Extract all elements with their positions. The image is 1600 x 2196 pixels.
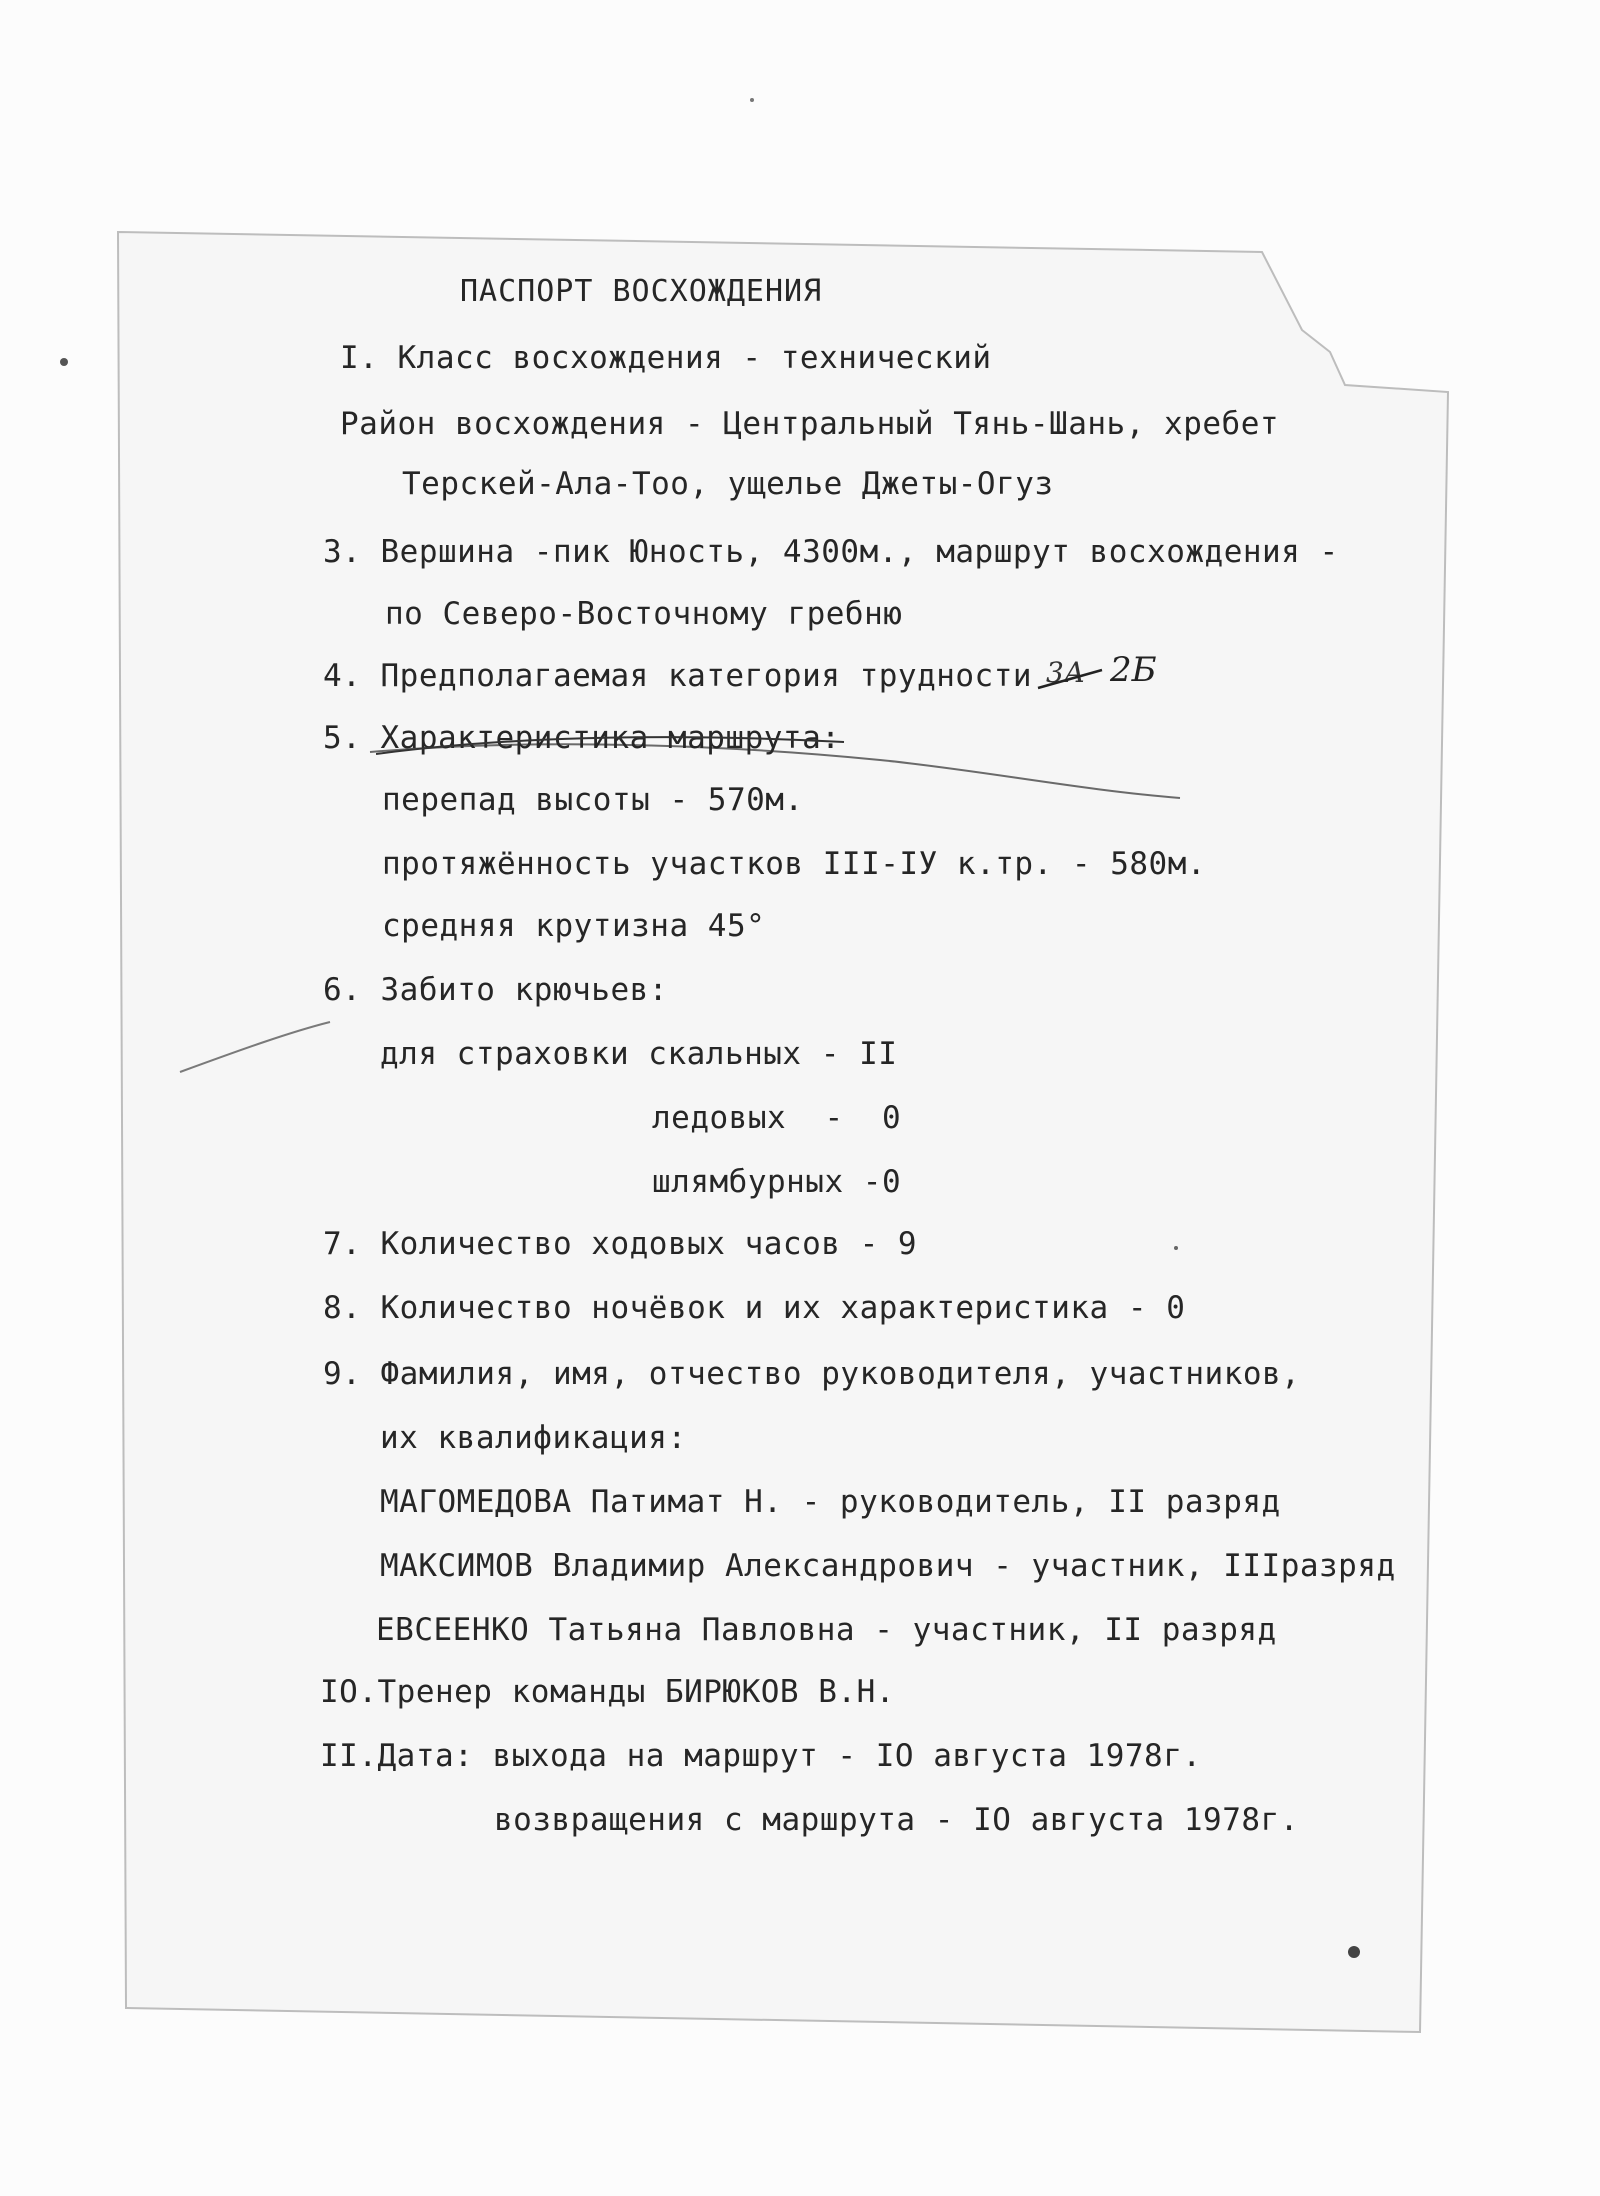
item-5-height: перепад высоты - 570м. (382, 782, 804, 818)
item-8-bivouacs: 8. Количество ночёвок и их характеристика - 0 (323, 1290, 1186, 1326)
route-strikethrough (376, 724, 846, 764)
item-9-qualification: их квалификация: (380, 1420, 687, 1456)
item-5-steepness: средняя крутизна 45° (382, 908, 766, 944)
dust-speck (1174, 1246, 1178, 1250)
dust-speck (60, 358, 68, 366)
member-leader: МАГОМЕДОВА Патимат Н. - руководитель, II разряд (380, 1484, 1281, 1520)
item-1-class: I. Класс восхождения - технический (340, 340, 992, 376)
item-9-members: 9. Фамилия, имя, отчество руководителя, участников, (323, 1356, 1301, 1392)
item-5-route: 5. Характеристика маршрута: (323, 720, 841, 756)
item-5-length: протяжённость участков III-IУ к.тр. - 580м. (382, 846, 1207, 882)
difficulty-handwritten: 2Б (1110, 650, 1157, 690)
member-participant-2: ЕВСЕЕНКО Татьяна Павловна - участник, II разряд (376, 1612, 1277, 1648)
item-3-peak-cont: по Северо-Восточному гребню (385, 596, 903, 632)
item-2-region: Район восхождения - Центральный Тянь-Шань, хребет (340, 406, 1280, 442)
dust-speck (1348, 1946, 1360, 1958)
item-4-difficulty: 4. Предполагаемая категория трудности (323, 658, 1033, 694)
item-3-peak: 3. Вершина -пик Юность, 4300м., маршрут восхождения - (323, 534, 1339, 570)
item-2-region-cont: Терскей-Ала-Тоо, ущелье Джеты-Огуз (402, 466, 1054, 502)
strikethrough-mark (1036, 664, 1106, 694)
item-6-ice: ледовых - 0 (652, 1100, 902, 1136)
item-11-date-out: II.Дата: выхода на маршрут - IO августа 1978г. (320, 1738, 1202, 1774)
document-title: ПАСПОРТ ВОСХОЖДЕНИЯ (460, 274, 823, 309)
difficulty-struck: 3А (1046, 656, 1086, 689)
member-participant-1: МАКСИМОВ Владимир Александрович - участник, IIIразряд (380, 1548, 1396, 1584)
item-10-coach: IO.Тренер команды БИРЮКОВ В.Н. (320, 1674, 895, 1710)
item-7-hours: 7. Количество ходовых часов - 9 (323, 1226, 918, 1262)
item-6-pitons: 6. Забито крючьев: (323, 972, 668, 1008)
dust-speck (750, 98, 754, 102)
item-6-rock: для страховки скальных - II (380, 1036, 898, 1072)
item-6-bolt: шлямбурных -0 (652, 1164, 902, 1200)
item-11-date-return: возвращения с маршрута - IO августа 1978г. (494, 1802, 1299, 1838)
